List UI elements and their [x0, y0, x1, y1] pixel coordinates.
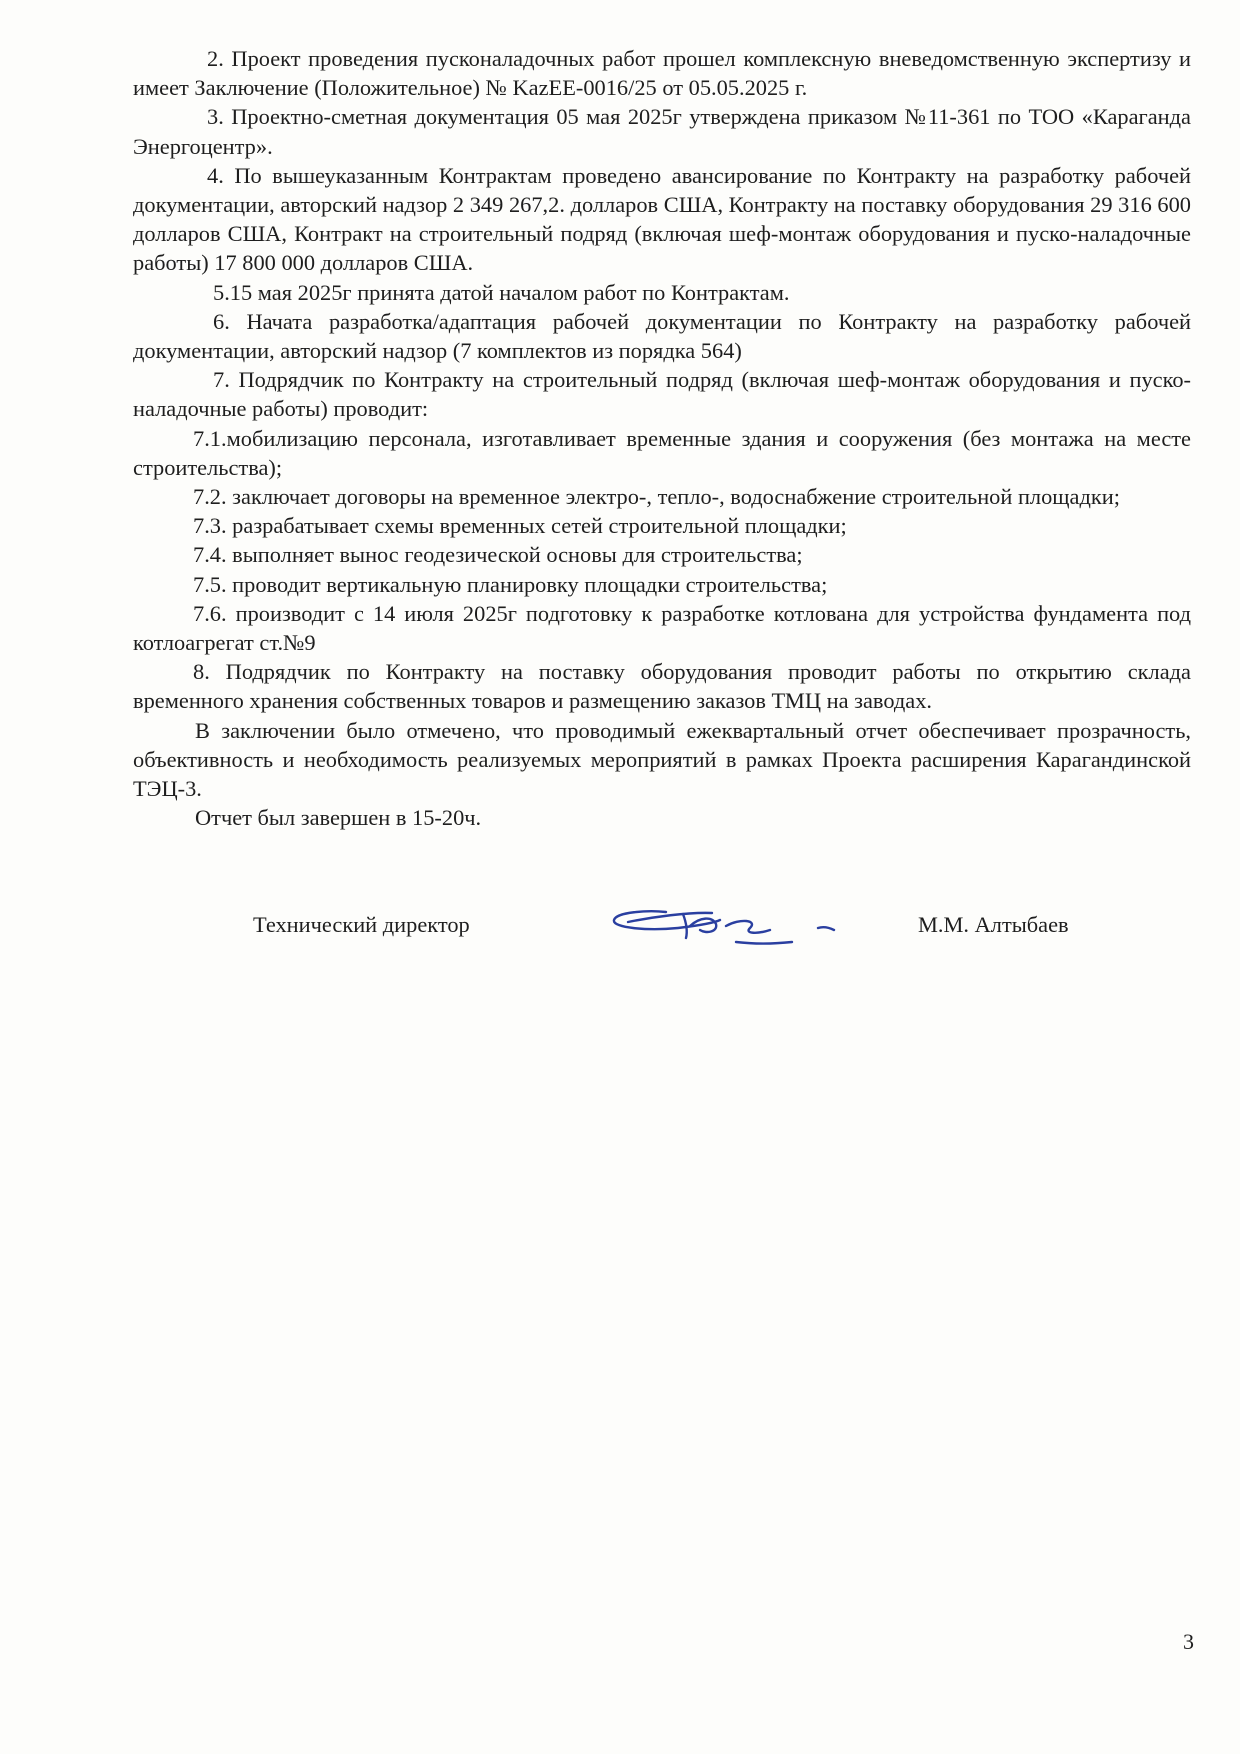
paragraph-5-start-date: 5.15 мая 2025г принята датой началом работ по Контрактам. — [213, 279, 790, 305]
handwritten-signature — [608, 898, 858, 958]
paragraph-2-expertise: 2. Проект проведения пусконаладочных работ прошел комплексную вневедомственную экспертизу и имеет Заключение (Положительное) № KazEE-0016/25 от 05.05.2025 г. — [133, 46, 1191, 101]
paragraph-4-advance-payments: 4. По вышеуказанным Контрактам проведено авансирование по Контракту на разработку рабочей документации, авторский надзор 2 349 267,2. долларов США, Контракту на поставку оборудования 29 316 600 долларов США, Контракт на строительный подряд (включая шеф-монтаж оборудования и пуско-наладочные работы) 17 800 000 долларов США. — [133, 162, 1191, 276]
document-body — [133, 44, 1191, 832]
paragraph-7-6-foundation-pit: 7.6. производит с 14 июля 2025г подготовку к разработке котлована для устройства фундамента под котлоагрегат ст.№9 — [133, 600, 1191, 656]
paragraph-report-end: Отчет был завершен в 15-20ч. — [195, 805, 482, 831]
paragraph-8-supply-contractor: 8. Подрядчик по Контракту на поставку оборудования проводит работы по открытию склада временного хранения собственных товаров и размещению заказов ТМЦ на заводах. — [133, 659, 1191, 714]
signature-block — [0, 908, 1240, 948]
paragraph-7-2-utilities: 7.2. заключает договоры на временное электро-, тепло-, водоснабжение строительной площадки; — [193, 484, 1120, 510]
paragraph-conclusion: В заключении было отмечено, что проводимый ежеквартальный отчет обеспечивает прозрачность, объективность и необходимость реализуемых мероприятий в рамках Проекта расширения Карагандинской ТЭЦ-3. — [133, 717, 1191, 802]
paragraph-6-documentation: 6. Начата разработка/адаптация рабочей документации по Контракту на разработку рабочей документации, авторский надзор (7 комплектов из порядка 564) — [133, 308, 1191, 364]
page-number: 3 — [1183, 1629, 1194, 1654]
paragraph-7-contractor: 7. Подрядчик по Контракту на строительный подряд (включая шеф-монтаж оборудования и пуско-наладочные работы) проводит: — [133, 367, 1191, 422]
paragraph-7-3-networks: 7.3. разрабатывает схемы временных сетей строительной площадки; — [193, 513, 847, 539]
paragraph-7-5-grading: 7.5. проводит вертикальную планировку площадки строительства; — [193, 571, 828, 597]
paragraph-7-4-geodesy: 7.4. выполняет вынос геодезической основы для строительства; — [193, 542, 803, 568]
paragraph-7-1-mobilization: 7.1.мобилизацию персонала, изготавливает временные здания и сооружения (без монтажа на месте строительства); — [133, 425, 1191, 480]
paragraph-3-estimate-approval: 3. Проектно-сметная документация 05 мая 2025г утверждена приказом №11-361 по ТОО «Караганда Энергоцентр». — [133, 104, 1191, 159]
signatory-name: М.М. Алтыбаев — [918, 912, 1069, 937]
signatory-position: Технический директор — [253, 912, 470, 937]
